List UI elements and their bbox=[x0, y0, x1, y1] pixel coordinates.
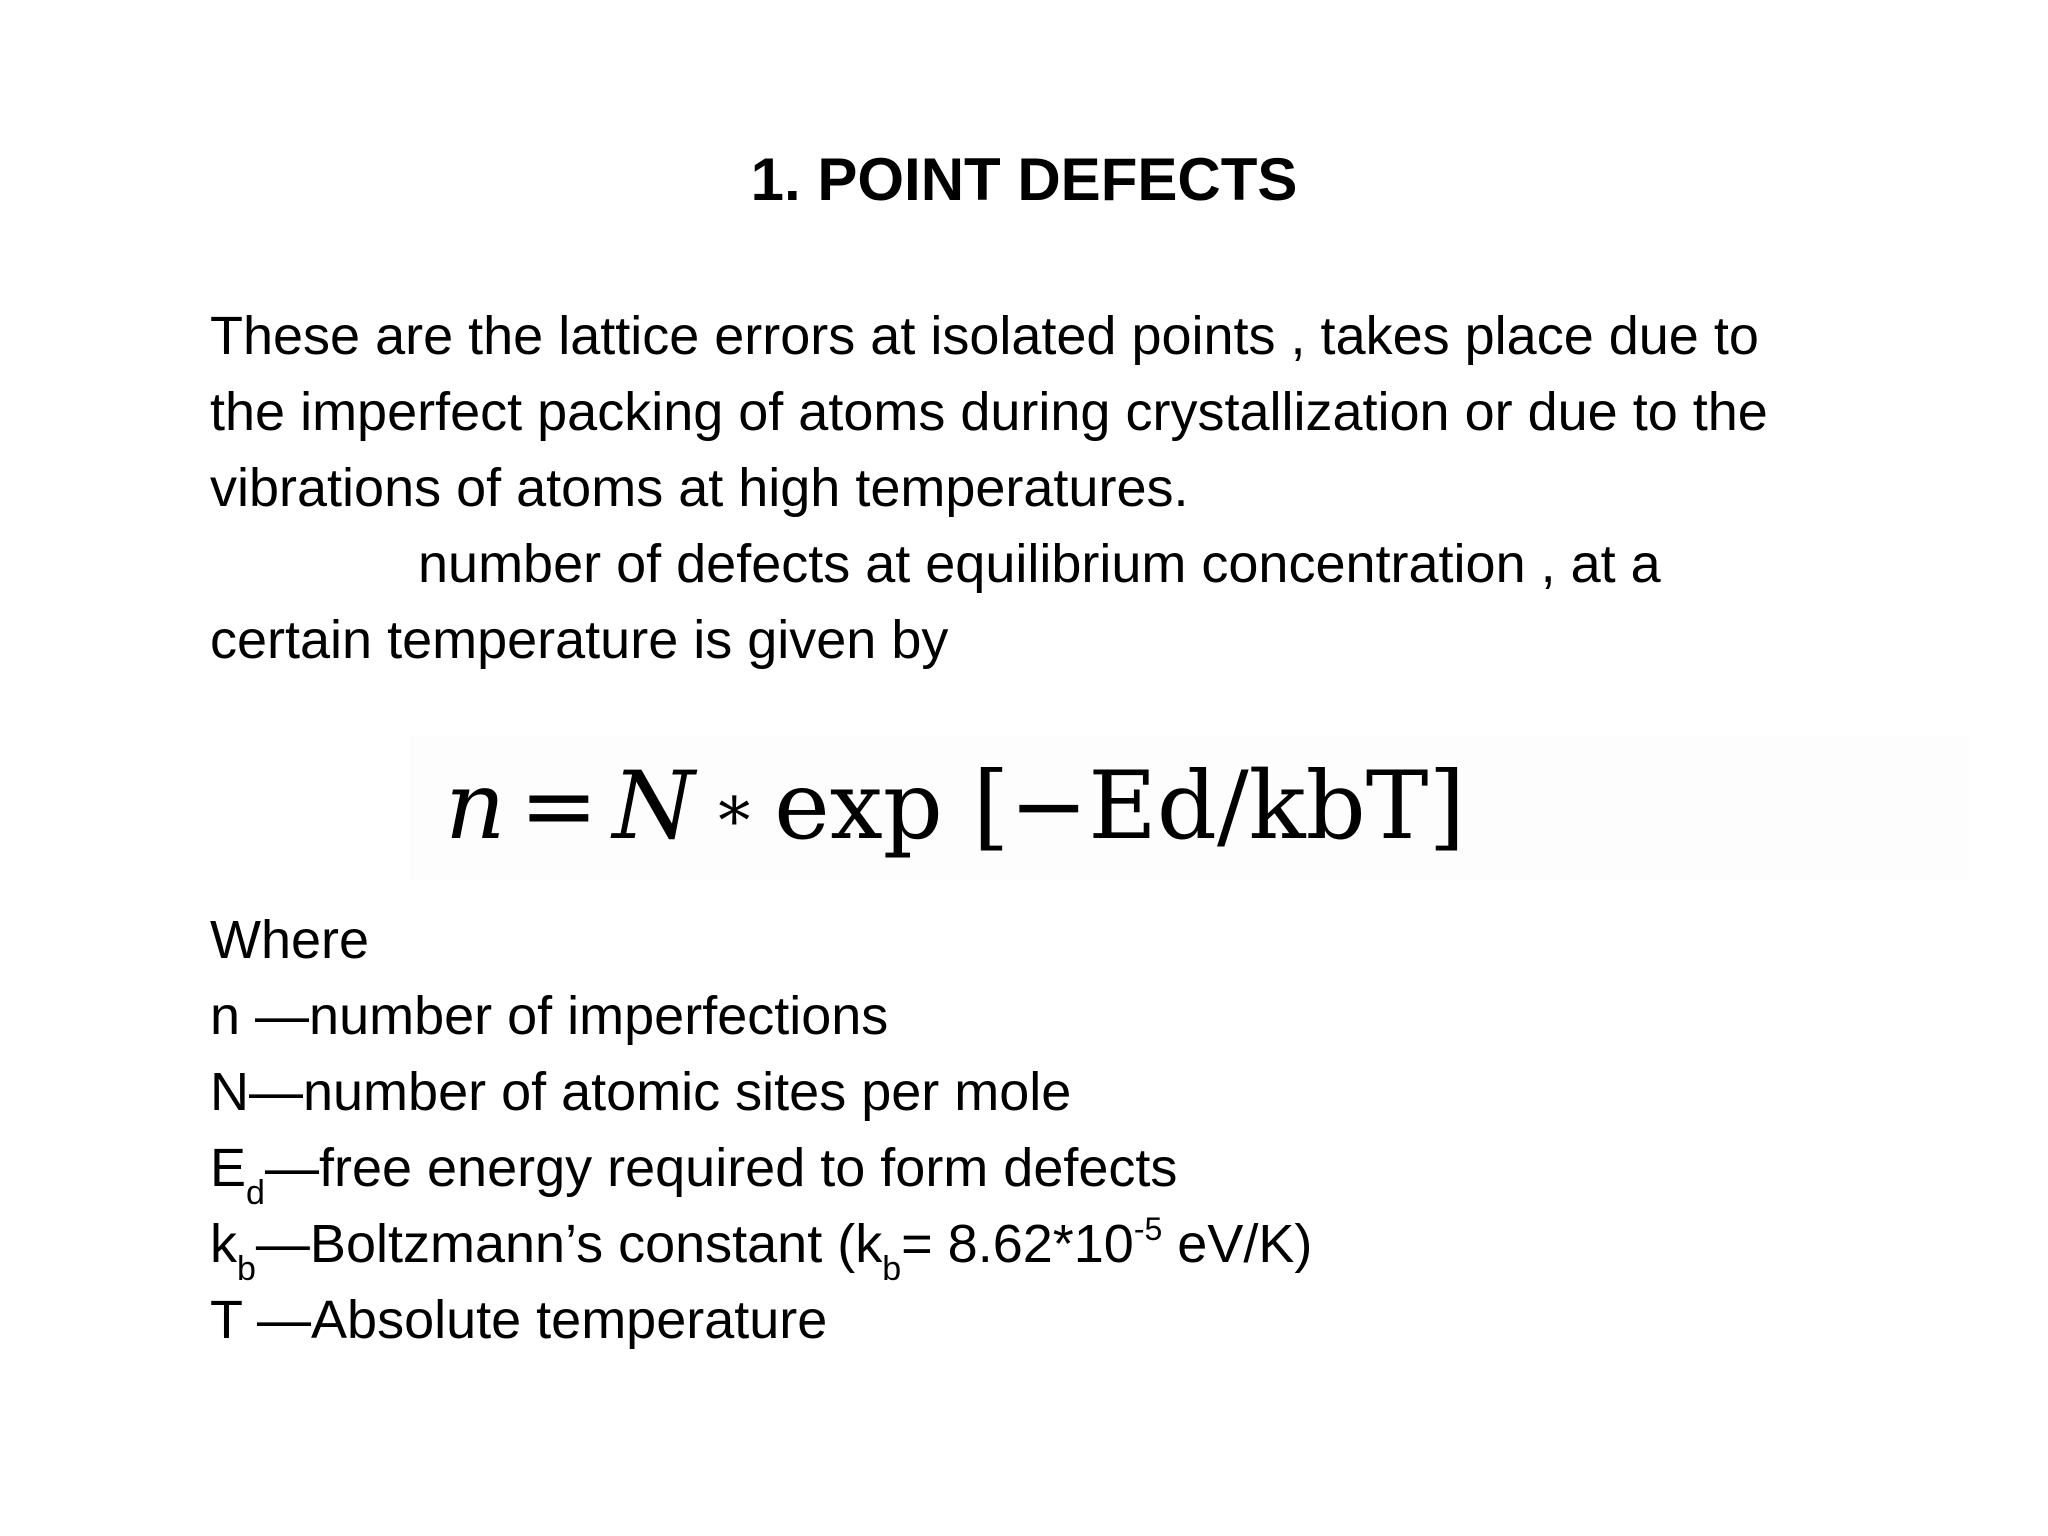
formula-exp: exp [−Ed/kbT] bbox=[774, 752, 1466, 861]
legend-kb-subscript-2: b bbox=[882, 1250, 902, 1288]
legend-kb-symbol: k bbox=[210, 1214, 237, 1274]
slide-title: 1. POINT DEFECTS bbox=[750, 146, 1298, 213]
intro-line-3: vibrations of atoms at high temperatures. bbox=[210, 458, 1189, 518]
legend-Ed-symbol: E bbox=[210, 1138, 247, 1198]
legend-Ed-subscript: d bbox=[246, 1174, 265, 1212]
legend-Ed bbox=[210, 1130, 1930, 1212]
defect-formula bbox=[445, 752, 1465, 872]
legend-N: N—number of atomic sites per mole bbox=[210, 1062, 1072, 1122]
formula-N: N bbox=[612, 752, 695, 861]
legend-kb-text-before: —Boltzmann’s constant (k bbox=[255, 1214, 883, 1274]
formula-n: n bbox=[445, 752, 506, 861]
legend-n: n —number of imperfections bbox=[210, 986, 889, 1046]
formula-equals: = bbox=[519, 752, 599, 861]
formula-times: ∗ bbox=[712, 772, 757, 846]
legend-heading: Where bbox=[210, 910, 370, 970]
intro-paragraph bbox=[210, 298, 1930, 678]
legend-kb bbox=[210, 1206, 1930, 1288]
legend-kb-subscript: b bbox=[237, 1250, 256, 1288]
intro-line-1: These are the lattice errors at isolated points , takes place due to bbox=[210, 306, 1759, 366]
legend-kb-text-mid: = 8.62*10 bbox=[901, 1214, 1134, 1274]
legend-kb-exponent: -5 bbox=[1133, 1211, 1163, 1247]
legend-T: T —Absolute temperature bbox=[210, 1290, 828, 1350]
symbol-legend bbox=[210, 902, 1930, 1358]
intro-line-2: the imperfect packing of atoms during crystallization or due to the bbox=[210, 382, 1768, 442]
legend-Ed-text: —free energy required to form defects bbox=[264, 1138, 1178, 1198]
intro-line-4: number of defects at equilibrium concentration , at a bbox=[418, 534, 1661, 594]
legend-kb-text-after: eV/K) bbox=[1162, 1214, 1313, 1274]
intro-line-5: certain temperature is given by bbox=[210, 610, 949, 670]
